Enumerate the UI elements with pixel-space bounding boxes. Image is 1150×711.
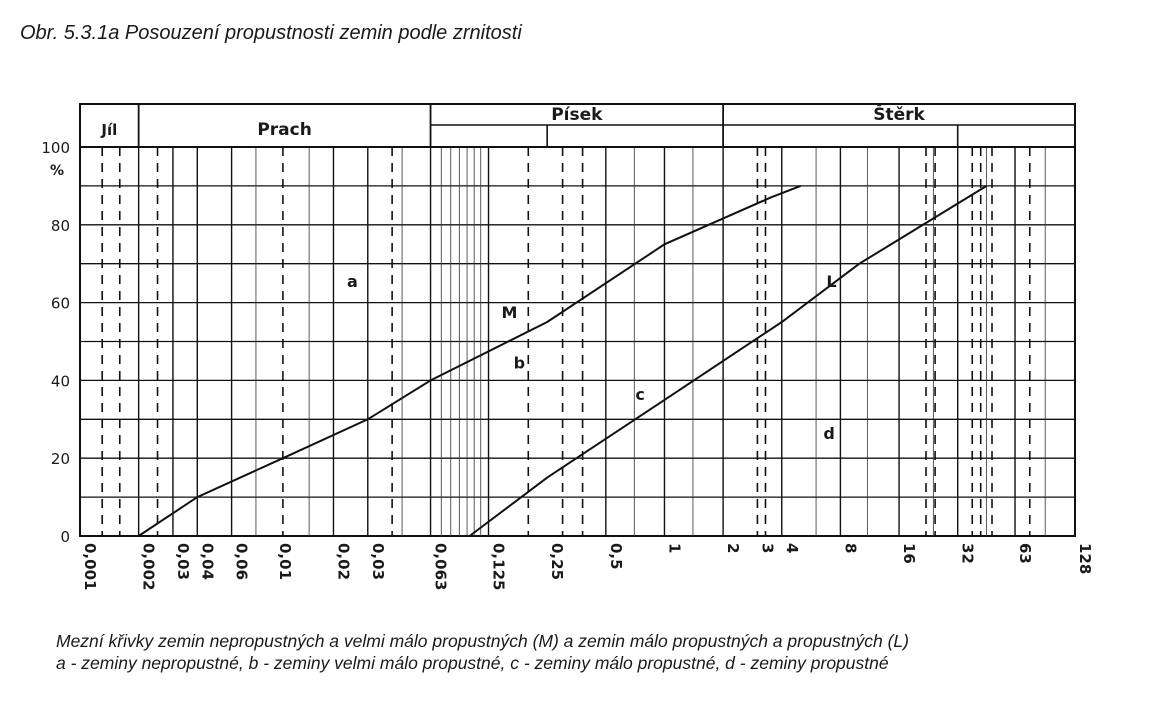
y-tick-label: 40: [50, 372, 70, 391]
x-tick-label: 8: [841, 543, 860, 554]
fraction-label: Jíl: [101, 121, 118, 139]
region-label: a: [346, 272, 358, 292]
x-tick-label: 2: [724, 543, 743, 554]
y-unit-label: %: [50, 163, 65, 179]
fraction-header: [80, 103, 1075, 147]
chart-annotations: [347, 272, 837, 443]
region-label: b: [513, 353, 526, 373]
curve-L: [470, 186, 987, 536]
figure-title: Obr. 5.3.1a Posouzení propustnosti zemin podle zrnitosti: [20, 22, 522, 44]
x-tick-label: 0,5: [606, 543, 625, 570]
fraction-label: Prach: [257, 120, 312, 140]
region-label: M: [501, 303, 518, 323]
x-tick-label: 0,06: [232, 543, 251, 581]
x-tick-label: 1: [665, 543, 684, 554]
x-axis-labels: [81, 543, 1094, 590]
figure-caption: [56, 630, 909, 674]
region-label: d: [823, 423, 835, 443]
x-tick-label: 0,25: [548, 543, 567, 581]
fraction-label: Písek: [551, 105, 603, 125]
x-tick-label: 0,03: [368, 543, 387, 581]
x-tick-label: 0,002: [139, 543, 158, 591]
y-tick-label: 60: [50, 294, 70, 313]
x-tick-label: 128: [1076, 543, 1094, 575]
curve-M: [139, 186, 801, 536]
x-tick-label: 0,063: [431, 543, 450, 591]
fraction-label: Štěrk: [873, 105, 925, 125]
y-tick-label: 80: [50, 216, 70, 235]
x-tick-label: 4: [782, 543, 801, 554]
caption-line-1: Mezní křivky zemin nepropustných a velmi málo propustných (M) a zemin málo propustných a propustných (L): [56, 631, 909, 651]
x-tick-label: 0,03: [173, 543, 192, 581]
y-tick-label: 0: [60, 528, 70, 546]
x-tick-label: 3: [758, 543, 777, 554]
y-tick-label: 20: [50, 450, 70, 469]
region-label: c: [635, 384, 645, 404]
x-tick-label: 0,001: [81, 543, 99, 591]
chart-grid: [80, 147, 1075, 536]
x-tick-label: 32: [958, 543, 977, 564]
x-tick-label: 0,02: [334, 543, 353, 581]
x-tick-label: 0,125: [489, 543, 508, 591]
x-tick-label: 0,04: [198, 543, 217, 581]
x-tick-label: 0,01: [275, 543, 294, 581]
region-label: L: [826, 272, 837, 292]
x-tick-label: 16: [900, 543, 919, 564]
x-tick-label: 63: [1016, 543, 1035, 564]
y-tick-label: 100: [41, 139, 70, 157]
y-axis-labels: [41, 139, 70, 546]
caption-line-2: a - zeminy nepropustné, b - zeminy velmi málo propustné, c - zeminy málo propustné, d - zeminy propustné: [56, 653, 889, 673]
